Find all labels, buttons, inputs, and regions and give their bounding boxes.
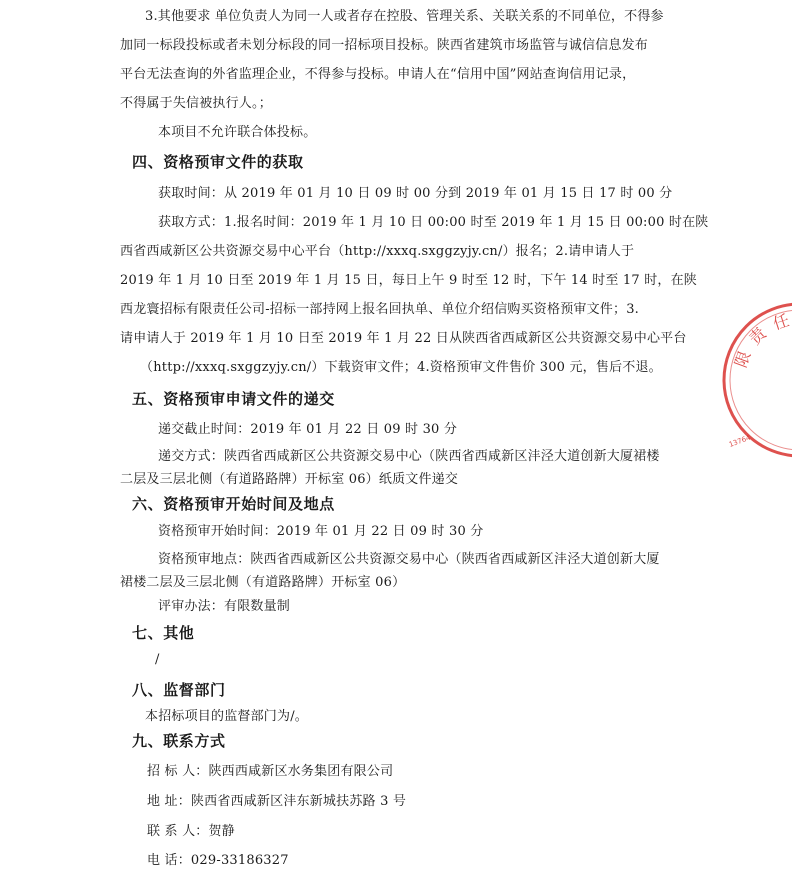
- contact-phone: 电 话：029-33186327: [147, 853, 289, 868]
- obtain-method-line-3: 2019 年 1 月 10 日至 2019 年 1 月 15 日，每日上午 9 时至 12 时，下午 14 时至 17 时，在陕: [120, 273, 698, 288]
- seal-char: 限: [730, 348, 755, 370]
- section-heading-9: 九、联系方式: [132, 732, 226, 750]
- submission-method-line-2: 二层及三层北侧（有道路路牌）开标室 06）纸质文件递交: [120, 472, 459, 487]
- obtain-method-line-2: 西省西咸新区公共资源交易中心平台（http://xxxq.sxggzyjy.cn/）报名；2.请申请人于: [120, 244, 635, 259]
- section-heading-4: 四、资格预审文件的获取: [132, 153, 304, 171]
- section-heading-7: 七、其他: [132, 624, 195, 642]
- obtain-method-line-6: （http://xxxq.sxggzyjy.cn/）下载资审文件；4.资格预审文件售价 300 元，售后不退。: [140, 360, 662, 375]
- submission-method-line-1: 递交方式：陕西省西咸新区公共资源交易中心（陕西省西咸新区沣泾大道创新大厦裙楼: [158, 449, 660, 464]
- requirement-line-1: 3.其他要求 单位负责人为同一人或者存在控股、管理关系、关联关系的不同单位，不得参: [145, 9, 664, 24]
- seal-char: 责: [745, 323, 770, 349]
- requirement-line-4: 不得属于失信被执行人。；: [120, 96, 272, 111]
- other-content: /: [155, 652, 160, 667]
- obtain-method-line-1: 获取方式：1.报名时间：2019 年 1 月 10 日 00:00 时至 2019 年 1 月 15 日 00:00 时在陕: [158, 215, 709, 230]
- obtain-method-line-4: 西龙寰招标有限责任公司-招标一部持网上报名回执单、单位介绍信购买资格预审文件；3.: [120, 302, 639, 317]
- obtain-method-line-5: 请申请人于 2019 年 1 月 10 日至 2019 年 1 月 22 日从陕西省西咸新区公共资源交易中心平台: [120, 331, 687, 346]
- supervision-dept: 本招标项目的监督部门为/。: [145, 709, 308, 724]
- contact-tenderer: 招 标 人：陕西西咸新区水务集团有限公司: [147, 764, 394, 779]
- review-location-line-1: 资格预审地点：陕西省西咸新区公共资源交易中心（陕西省西咸新区沣泾大道创新大厦: [158, 552, 660, 567]
- joint-bid-note: 本项目不允许联合体投标。: [158, 125, 317, 140]
- requirement-line-2: 加同一标段投标或者未划分标段的同一招标项目投标。陕西省建筑市场监管与诚信信息发布: [120, 38, 649, 53]
- section-heading-5: 五、资格预审申请文件的递交: [132, 390, 335, 408]
- seal-char: 任: [770, 310, 792, 334]
- review-location-line-2: 裙楼二层及三层北侧（有道路路牌）开标室 06）: [120, 575, 406, 590]
- contact-address: 地 址：陕西省西咸新区沣东新城扶苏路 3 号: [147, 794, 407, 809]
- requirement-line-3: 平台无法查询的外省监理企业，不得参与投标。申请人在“信用中国”网站查询信用记录，: [120, 67, 636, 82]
- company-seal: [700, 300, 792, 460]
- section-heading-8: 八、监督部门: [132, 681, 226, 699]
- submission-deadline: 递交截止时间：2019 年 01 月 22 日 09 时 30 分: [158, 422, 458, 437]
- contact-person: 联 系 人：贺静: [147, 824, 235, 839]
- seal-number: 13764: [727, 433, 752, 449]
- review-method: 评审办法：有限数量制: [158, 599, 291, 614]
- section-heading-6: 六、资格预审开始时间及地点: [132, 495, 335, 513]
- review-start-time: 资格预审开始时间：2019 年 01 月 22 日 09 时 30 分: [158, 524, 484, 539]
- obtain-time: 获取时间：从 2019 年 01 月 10 日 09 时 00 分到 2019 年 01 月 15 日 17 时 00 分: [158, 186, 673, 201]
